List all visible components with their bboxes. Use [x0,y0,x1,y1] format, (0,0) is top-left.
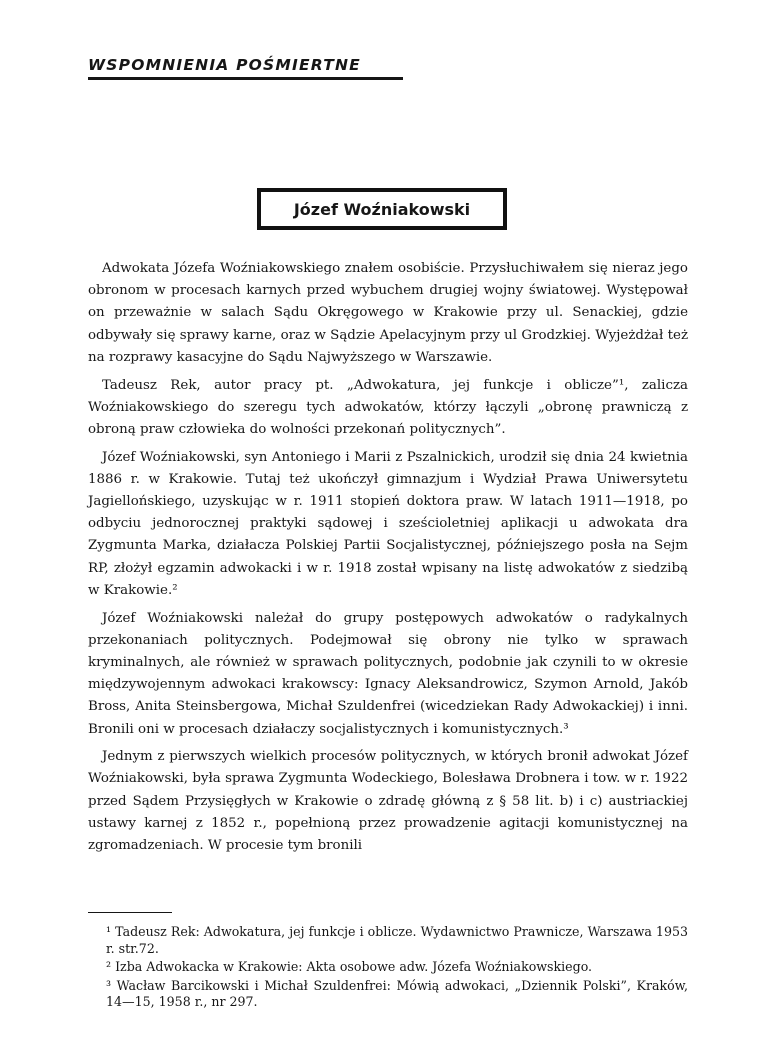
footnote-text: Wacław Barcikowski i Michał Szuldenfrei: Mówią adwokaci, „Dziennik Polski”, Kraków, 14—15, 1958 r., nr 297. [106,977,688,1010]
footnote-number: ¹ [106,924,112,939]
paragraph: Józef Woźniakowski należał do grupy postępowych adwokatów o radykalnych przekonaniach politycznych. Podejmował się obrony nie tylko w sprawach kryminalnych, ale również w sprawach politycznych, podobnie jak czynili to w okresie międzywojennym adwokaci krakowscy: Ignacy Aleksandrowicz, Szymon Arnold, Jakób Bross, Anita Steinsbergowa, Michał Szuldenfrei (wicedziekan Rady Adwokackiej) i inni. Bronili oni w procesach działaczy socjalistycznych i komunistycznych.³ [88,610,688,737]
paragraph: Jednym z pierwszych wielkich procesów politycznych, w których bronił adwokat Józef Woźniakowski, była sprawa Zygmunta Wodeckiego, Bolesława Drobnera i tow. w r. 1922 przed Sądem Przysięgłych w Krakowie o zdradę główną z § 58 lit. b) i c) austriackiej ustawy karnej z 1852 r., popełnioną przez prowadzenie agitacji komunistycznej na zgromadzeniach. W procesie tym bronili [88,749,688,854]
article-title: Józef Woźniakowski [293,199,471,219]
paragraph: Tadeusz Rek, autor pracy pt. „Adwokatura, jej funkcje i oblicze”¹, zalicza Woźniakowskiego do szeregu tych adwokatów, którzy łączyli „obronę prawniczą z obroną praw człowieka do wolności przekonań politycznych”. [88,377,688,437]
footnote-number: ² [106,959,112,975]
section-header-text: WSPOMNIENIA POŚMIERTNE [88,56,361,74]
footnote-text: Izba Adwokacka w Krakowie: Akta osobowe adw. Józefa Woźniakowskiego. [115,959,593,975]
footnote-separator [88,912,172,913]
article-title-box [257,188,507,230]
section-header-underline [88,77,403,80]
section-header [88,53,403,81]
article-body [88,258,688,863]
footnotes [88,924,688,1013]
paragraph: Józef Woźniakowski, syn Antoniego i Marii z Pszalnickich, urodził się dnia 24 kwietnia 1886 r. w Krakowie. Tutaj też ukończył gimnazjum i Wydział Prawa Uniwersytetu Jagiellońskiego, uzyskując w r. 1911 stopień doktora praw. W latach 1911—1918, po odbyciu jednorocznej praktyki sądowej i sześcioletniej aplikacji u adwokata dra Zygmunta Marka, działacza Polskiej Partii Socjalistycznej, późniejszego posła na Sejm RP, złożył egzamin adwokacki i w r. 1918 został wpisany na listę adwokatów z siedzibą w Krakowie.² [88,449,688,598]
paragraph: Adwokata Józefa Woźniakowskiego znałem osobiście. Przysłuchiwałem się nieraz jego obronom w procesach karnych przed wybuchem drugiej wojny światowej. Występował on przeważnie w salach Sądu Okręgowego w Krakowie przy ul. Senackiej, gdzie odbywały się sprawy karne, oraz w Sądzie Apelacyjnym przy ul Grodzkiej. Wyjeżdżał też na rozprawy kasacyjne do Sądu Najwyższego w Warszawie. [88,261,688,365]
footnote-number: ³ [106,977,112,993]
footnote [88,959,688,976]
footnote-text: Tadeusz Rek: Adwokatura, jej funkcje i oblicze. Wydawnictwo Prawnicze, Warszawa 1953 r. str.72. [106,924,688,956]
footnote [88,924,688,957]
footnote [88,978,688,1011]
